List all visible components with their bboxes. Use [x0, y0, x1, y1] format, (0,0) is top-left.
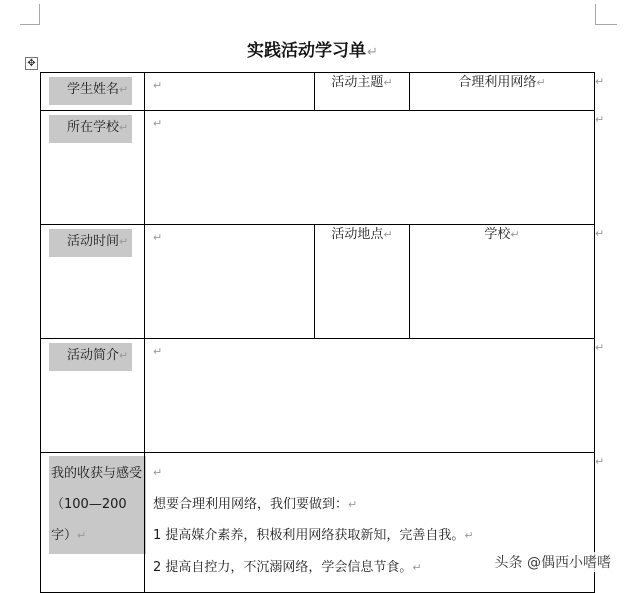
activity-form-table: [40, 72, 595, 593]
paragraph-mark-icon: ↵: [153, 117, 163, 130]
paragraph-mark-icon: ↵: [510, 228, 520, 241]
student-name-input-cell[interactable]: [145, 73, 315, 111]
paragraph-mark-icon: ↵: [153, 466, 163, 479]
gains-label: 我的收获与感受（100—200字）: [51, 466, 143, 543]
activity-intro-label-cell: [41, 339, 145, 453]
row-end-mark-icon: ↵: [595, 113, 605, 126]
row-end-mark-icon: ↵: [595, 227, 605, 240]
activity-place-label-cell: [315, 225, 410, 339]
paragraph-mark-icon: ↵: [119, 235, 129, 248]
paragraph-mark-icon: ↵: [119, 83, 129, 96]
school-input-cell[interactable]: [145, 111, 595, 225]
watermark: 头条 @偶西小嗜嗜: [495, 552, 611, 572]
paragraph-mark-icon: ↵: [77, 529, 87, 542]
gains-content-text: 2 提高自控力，不沉溺网络，学会信息节食。: [153, 559, 413, 575]
page-corner-mark-right-vertical: [595, 4, 596, 24]
gains-content-text: 1 提高媒介素养，积极利用网络获取新知，完善自我。: [153, 528, 465, 543]
row-end-mark-icon: ↵: [595, 455, 605, 468]
paragraph-mark-icon: ↵: [464, 529, 474, 542]
paragraph-mark-icon: ↵: [348, 497, 358, 511]
paragraph-mark-icon: ↵: [536, 76, 546, 89]
row-end-mark-icon: ↵: [595, 341, 605, 354]
table-move-handle-icon[interactable]: ✥: [25, 57, 38, 70]
table-row-student-name: [41, 73, 595, 111]
activity-theme-value: 合理利用网络: [458, 75, 537, 90]
activity-time-label-cell: [41, 225, 145, 339]
student-name-label-cell: [41, 73, 145, 111]
paragraph-mark-icon: ↵: [153, 231, 163, 244]
activity-place-value: 学校: [484, 227, 511, 242]
table-row-activity-intro: [41, 339, 595, 453]
document-title[interactable]: [0, 36, 625, 61]
page-corner-mark-left-vertical: [39, 4, 40, 24]
school-label-cell: [41, 111, 145, 225]
paragraph-mark-icon: ↵: [119, 349, 129, 362]
activity-time-label: 活动时间: [67, 234, 120, 249]
page-corner-mark-right-horizontal: [595, 24, 617, 25]
activity-intro-label: 活动简介: [67, 348, 120, 363]
gains-content-line: [153, 520, 594, 552]
gains-content-text: 想要合理利用网络，我们要做到：: [153, 496, 349, 512]
paragraph-mark-icon: ↵: [153, 79, 163, 92]
paragraph-mark-icon: ↵: [153, 345, 163, 358]
school-label: 所在学校: [67, 120, 120, 135]
student-name-label: 学生姓名: [67, 82, 120, 97]
paragraph-mark-icon: ↵: [412, 560, 422, 574]
document-title-text: 实践活动学习单: [247, 41, 367, 61]
activity-place-label: 活动地点: [331, 227, 384, 242]
activity-time-input-cell[interactable]: [145, 225, 315, 339]
paragraph-mark-icon: ↵: [119, 121, 129, 134]
activity-theme-value-cell[interactable]: [410, 73, 595, 111]
activity-intro-input-cell[interactable]: [145, 339, 595, 453]
page-corner-mark-left-horizontal: [20, 24, 40, 25]
paragraph-mark-icon: ↵: [383, 228, 393, 241]
activity-theme-label: 活动主题: [331, 75, 384, 90]
paragraph-mark-icon: ↵: [383, 76, 393, 89]
gains-content-line: [153, 489, 594, 521]
row-end-mark-icon: ↵: [595, 75, 605, 88]
table-row-activity-time: [41, 225, 595, 339]
table-row-school: [41, 111, 595, 225]
paragraph-mark-icon: ↵: [367, 45, 378, 60]
activity-theme-label-cell: [315, 73, 410, 111]
activity-place-value-cell[interactable]: [410, 225, 595, 339]
gains-label-cell: [41, 453, 145, 593]
